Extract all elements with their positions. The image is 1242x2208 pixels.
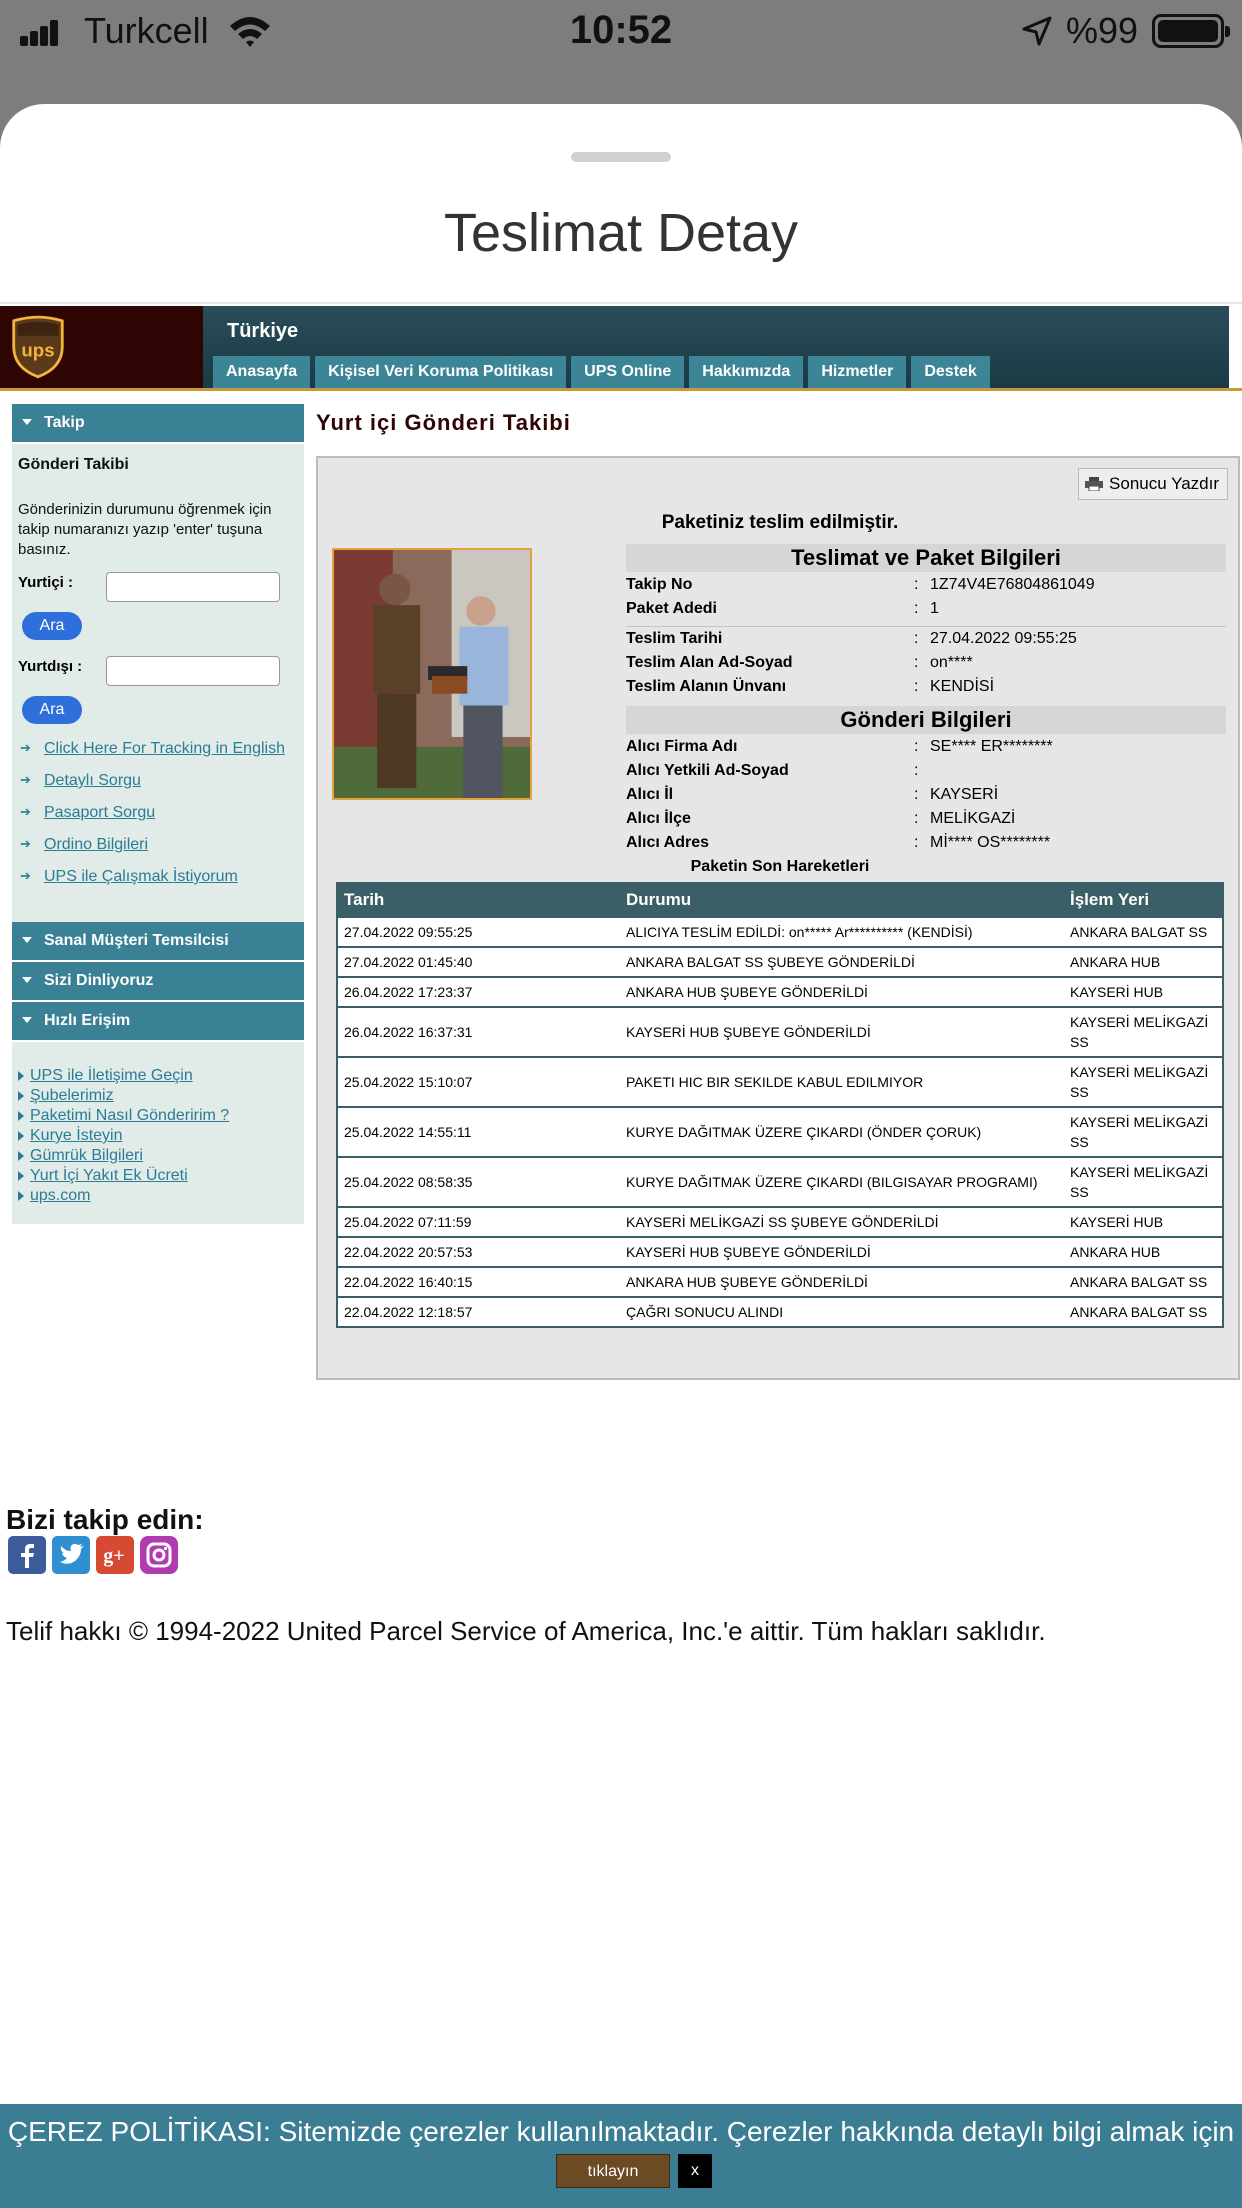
row-teslim-unvan <box>626 678 1226 702</box>
country-label: Türkiye <box>227 320 299 342</box>
header-status: Durumu <box>626 890 692 909</box>
row-date: 25.04.2022 15:10:07 <box>344 1074 473 1090</box>
delivery-date: 27.04.2022 09:55:25 <box>930 630 1077 647</box>
arrow-right-icon: ➔ <box>20 804 31 819</box>
row-date: 22.04.2022 20:57:53 <box>344 1244 473 1260</box>
row-date: 26.04.2022 16:37:31 <box>344 1024 473 1040</box>
sidebar-header-takip[interactable]: Takip <box>12 404 304 442</box>
row-status: PAKETI HIC BIR SEKILDE KABUL EDILMIYOR <box>626 1074 924 1090</box>
quick-access-panel <box>12 1042 304 1224</box>
caret-down-icon <box>22 419 32 425</box>
quick-link-ups-com[interactable]: ups.com <box>16 1186 300 1206</box>
row-label: Alıcı İlçe <box>626 810 691 827</box>
colon: : <box>914 600 919 617</box>
link-pasaport-sorgu[interactable]: ➔ Pasaport Sorgu <box>20 804 156 821</box>
row-date: 22.04.2022 12:18:57 <box>344 1304 473 1320</box>
tracking-panel <box>12 444 304 922</box>
table-row <box>338 1006 1222 1056</box>
cookie-close-button[interactable]: x <box>678 2154 712 2188</box>
row-location: KAYSERİ MELİKGAZİ SS <box>1070 1014 1209 1050</box>
follow-us-label: Bizi takip edin: <box>6 1504 204 1535</box>
row-teslim-tarihi <box>626 630 1226 654</box>
quick-link-branches[interactable]: Şubelerimiz <box>16 1086 300 1106</box>
header-date: Tarih <box>344 890 385 909</box>
delivery-status-message: Paketiniz teslim edilmiştir. <box>661 512 899 533</box>
nav-tab-destek[interactable]: Destek <box>911 356 989 388</box>
tracking-number: 1Z74V4E76804861049 <box>930 576 1095 593</box>
yurtdisi-label: Yurtdışı : <box>18 658 83 675</box>
row-adres <box>626 834 1226 858</box>
row-date: 22.04.2022 16:40:15 <box>344 1274 473 1290</box>
row-location: KAYSERİ HUB <box>1070 1214 1164 1230</box>
nav-tab-hizmetler[interactable]: Hizmetler <box>808 356 906 388</box>
row-status: KURYE DAĞITMAK ÜZERE ÇIKARDI (BILGISAYAR PROGRAMI) <box>626 1174 1038 1190</box>
copyright-text: Telif hakkı © 1994-2022 United Parcel Service of America, Inc.'e aittir. Tüm hakları saklıdır. <box>6 1616 1046 1646</box>
google-plus-icon[interactable] <box>96 1536 134 1574</box>
table-row <box>338 916 1222 946</box>
row-status: ANKARA BALGAT SS ŞUBEYE GÖNDERİLDİ <box>626 954 915 970</box>
section-header-shipment: Gönderi Bilgileri <box>626 706 1226 734</box>
battery-percentage: %99 <box>1066 10 1139 51</box>
ups-logo[interactable] <box>10 314 66 380</box>
row-status: ALICIYA TESLİM EDİLDİ: on***** Ar********** (KENDİSİ) <box>626 924 973 940</box>
row-label: Alıcı Firma Adı <box>626 738 738 755</box>
colon: : <box>914 834 919 851</box>
row-location: ANKARA HUB <box>1070 1244 1161 1260</box>
link-ordino[interactable]: ➔ Ordino Bilgileri <box>20 836 149 853</box>
yurtdisi-input[interactable] <box>106 656 280 686</box>
arrow-right-icon: ➔ <box>20 836 31 851</box>
row-teslim-alan <box>626 654 1226 678</box>
row-location: KAYSERİ HUB <box>1070 984 1164 1000</box>
location-arrow-icon <box>1020 14 1054 48</box>
link-detayli-sorgu[interactable]: ➔ Detaylı Sorgu <box>20 772 141 789</box>
clock: 10:52 <box>569 8 673 52</box>
sheet-title: Teslimat Detay <box>443 203 799 263</box>
movements-table <box>336 882 1224 1328</box>
quick-link-fuel-surcharge[interactable]: Yurt İçi Yakıt Ek Ücreti <box>16 1166 300 1186</box>
colon: : <box>914 576 919 593</box>
row-location: ANKARA HUB <box>1070 954 1161 970</box>
arrow-right-icon: ➔ <box>20 740 31 755</box>
print-button[interactable]: Sonucu Yazdır <box>1078 468 1228 500</box>
row-status: KURYE DAĞITMAK ÜZERE ÇIKARDI (ÖNDER ÇORUK) <box>626 1124 982 1140</box>
header-nav-area <box>203 306 1229 388</box>
header-location: İşlem Yeri <box>1070 890 1150 909</box>
arrow-right-icon: ➔ <box>20 772 31 787</box>
row-label: Alıcı Yetkili Ad-Soyad <box>626 762 789 779</box>
row-ilce <box>626 810 1226 834</box>
row-yetkili <box>626 762 1226 786</box>
row-label: Teslim Tarihi <box>626 630 723 647</box>
district: MELİKGAZİ <box>930 810 1016 827</box>
status-bar <box>0 0 1242 62</box>
row-location: KAYSERİ MELİKGAZİ SS <box>1070 1064 1209 1100</box>
row-status: KAYSERİ HUB ŞUBEYE GÖNDERİLDİ <box>626 1244 871 1260</box>
twitter-icon[interactable] <box>52 1536 90 1574</box>
yurtdisi-search-button[interactable]: Ara <box>22 696 82 724</box>
row-firma <box>626 738 1226 762</box>
table-header <box>338 884 1222 916</box>
sidebar-header-dinliyoruz[interactable]: Sizi Dinliyoruz <box>12 962 304 1000</box>
quick-link-courier[interactable]: Kurye İsteyin <box>16 1126 300 1146</box>
row-label: Alıcı Adres <box>626 834 709 851</box>
receiver-title: KENDİSİ <box>930 678 995 695</box>
panel-title: Gönderi Takibi <box>18 456 129 473</box>
quick-link-how-to-send[interactable]: Paketimi Nasıl Gönderirim ? <box>16 1106 300 1126</box>
tracking-result-box <box>316 456 1240 1380</box>
facebook-icon[interactable] <box>8 1536 46 1574</box>
nav-tab-anasayfa[interactable]: Anasayfa <box>213 356 310 388</box>
ups-header <box>0 306 1242 392</box>
row-location: ANKARA BALGAT SS <box>1070 1304 1208 1320</box>
sidebar-header-hizli[interactable]: Hızlı Erişim <box>12 1002 304 1040</box>
colon: : <box>914 678 919 695</box>
movements-title: Paketin Son Hareketleri <box>690 858 870 875</box>
city: KAYSERİ <box>930 786 999 803</box>
triangle-right-icon <box>18 1091 24 1101</box>
shipment-info <box>626 544 1226 858</box>
row-location: ANKARA BALGAT SS <box>1070 1274 1208 1290</box>
table-row <box>338 1156 1222 1206</box>
arrow-right-icon: ➔ <box>20 868 31 883</box>
triangle-right-icon <box>18 1111 24 1121</box>
battery-icon <box>1152 14 1224 48</box>
row-date: 25.04.2022 14:55:11 <box>344 1124 472 1140</box>
triangle-right-icon <box>18 1071 24 1081</box>
page-title: Yurt içi Gönderi Takibi <box>316 410 571 435</box>
printer-icon <box>1085 477 1103 491</box>
table-row <box>338 1266 1222 1296</box>
nav-tab-ups-online[interactable]: UPS Online <box>571 356 684 388</box>
row-location: ANKARA BALGAT SS <box>1070 924 1208 940</box>
table-row <box>338 1296 1222 1326</box>
table-row <box>338 946 1222 976</box>
row-label: Teslim Alanın Ünvanı <box>626 678 787 695</box>
cookie-details-button[interactable]: tıklayın <box>556 2154 670 2188</box>
panel-description: Gönderinizin durumunu öğrenmek için takip numaranızı yazıp 'enter' tuşuna basınız. <box>18 501 272 558</box>
instagram-icon[interactable] <box>140 1536 178 1574</box>
yurtici-row <box>18 572 298 608</box>
row-date: 25.04.2022 07:11:59 <box>344 1214 472 1230</box>
caret-down-icon <box>22 937 32 943</box>
colon: : <box>914 786 919 803</box>
nav-tab-hakkimizda[interactable]: Hakkımızda <box>689 356 803 388</box>
receiver-name: on**** <box>930 654 973 671</box>
link-careers[interactable]: ➔ UPS ile Çalışmak İstiyorum <box>20 868 238 885</box>
row-date: 25.04.2022 08:58:35 <box>344 1174 473 1190</box>
divider <box>0 302 1242 304</box>
table-row <box>338 1056 1222 1106</box>
divider <box>626 626 1226 627</box>
package-count: 1 <box>930 600 939 617</box>
svg-text:g+: g+ <box>103 1545 125 1567</box>
row-status: ÇAĞRI SONUCU ALINDI <box>626 1304 784 1320</box>
colon: : <box>914 630 919 647</box>
logo-area <box>0 306 203 388</box>
yurtici-search-button[interactable]: Ara <box>22 612 82 640</box>
social-links <box>8 1536 178 1574</box>
row-label: Teslim Alan Ad-Soyad <box>626 654 793 671</box>
row-date: 27.04.2022 09:55:25 <box>344 924 473 940</box>
colon: : <box>914 654 919 671</box>
row-status: KAYSERİ HUB ŞUBEYE GÖNDERİLDİ <box>626 1024 871 1040</box>
row-date: 26.04.2022 17:23:37 <box>344 984 473 1000</box>
quick-link-customs[interactable]: Gümrük Bilgileri <box>16 1146 300 1166</box>
svg-text:ups: ups <box>21 339 55 361</box>
yurtici-input[interactable] <box>106 572 280 602</box>
table-row <box>338 976 1222 1006</box>
yurtici-label: Yurtiçi : <box>18 574 74 591</box>
quick-link-contact[interactable]: UPS ile İletişime Geçin <box>16 1066 300 1086</box>
row-location: KAYSERİ MELİKGAZİ SS <box>1070 1164 1209 1200</box>
nav-tab-kvkk[interactable]: Kişisel Veri Koruma Politikası <box>315 356 566 388</box>
link-english-tracking[interactable]: ➔ Click Here For Tracking in English <box>20 740 285 757</box>
triangle-right-icon <box>18 1191 24 1201</box>
row-il <box>626 786 1226 810</box>
colon: : <box>914 762 919 779</box>
header-accent-line <box>0 388 1242 391</box>
cookie-text: ÇEREZ POLİTİKASI: Sitemizde çerezler kullanılmaktadır. Çerezler hakkında detaylı bilgi almak için <box>7 2116 1235 2147</box>
main-nav <box>213 356 990 388</box>
triangle-right-icon <box>18 1171 24 1181</box>
colon: : <box>914 738 919 755</box>
caret-down-icon <box>22 977 32 983</box>
table-row <box>338 1106 1222 1156</box>
triangle-right-icon <box>18 1151 24 1161</box>
modal-sheet <box>0 104 1242 2208</box>
row-status: ANKARA HUB ŞUBEYE GÖNDERİLDİ <box>626 984 868 1000</box>
row-date: 27.04.2022 01:45:40 <box>344 954 473 970</box>
delivery-photo <box>332 548 532 800</box>
yurtdisi-row <box>18 656 298 692</box>
row-status: ANKARA HUB ŞUBEYE GÖNDERİLDİ <box>626 1274 868 1290</box>
sidebar <box>12 404 304 1224</box>
colon: : <box>914 810 919 827</box>
sheet-grabber[interactable] <box>571 152 671 162</box>
row-label: Takip No <box>626 576 693 593</box>
row-label: Alıcı İl <box>626 786 674 803</box>
caret-down-icon <box>22 1017 32 1023</box>
table-row <box>338 1236 1222 1266</box>
carrier-name: Turkcell <box>84 10 209 51</box>
section-header-delivery: Teslimat ve Paket Bilgileri <box>626 544 1226 572</box>
row-location: KAYSERİ MELİKGAZİ SS <box>1070 1114 1209 1150</box>
sidebar-header-sanal[interactable]: Sanal Müşteri Temsilcisi <box>12 922 304 960</box>
row-status: KAYSERİ MELİKGAZİ SS ŞUBEYE GÖNDERİLDİ <box>626 1214 939 1230</box>
company-name: SE**** ER******** <box>930 738 1053 755</box>
row-takip-no <box>626 576 1226 600</box>
row-label: Paket Adedi <box>626 600 717 617</box>
address: Mİ**** OS******** <box>930 834 1051 851</box>
cookie-banner <box>0 2104 1242 2208</box>
table-row <box>338 1206 1222 1236</box>
row-paket-adedi <box>626 600 1226 624</box>
triangle-right-icon <box>18 1131 24 1141</box>
